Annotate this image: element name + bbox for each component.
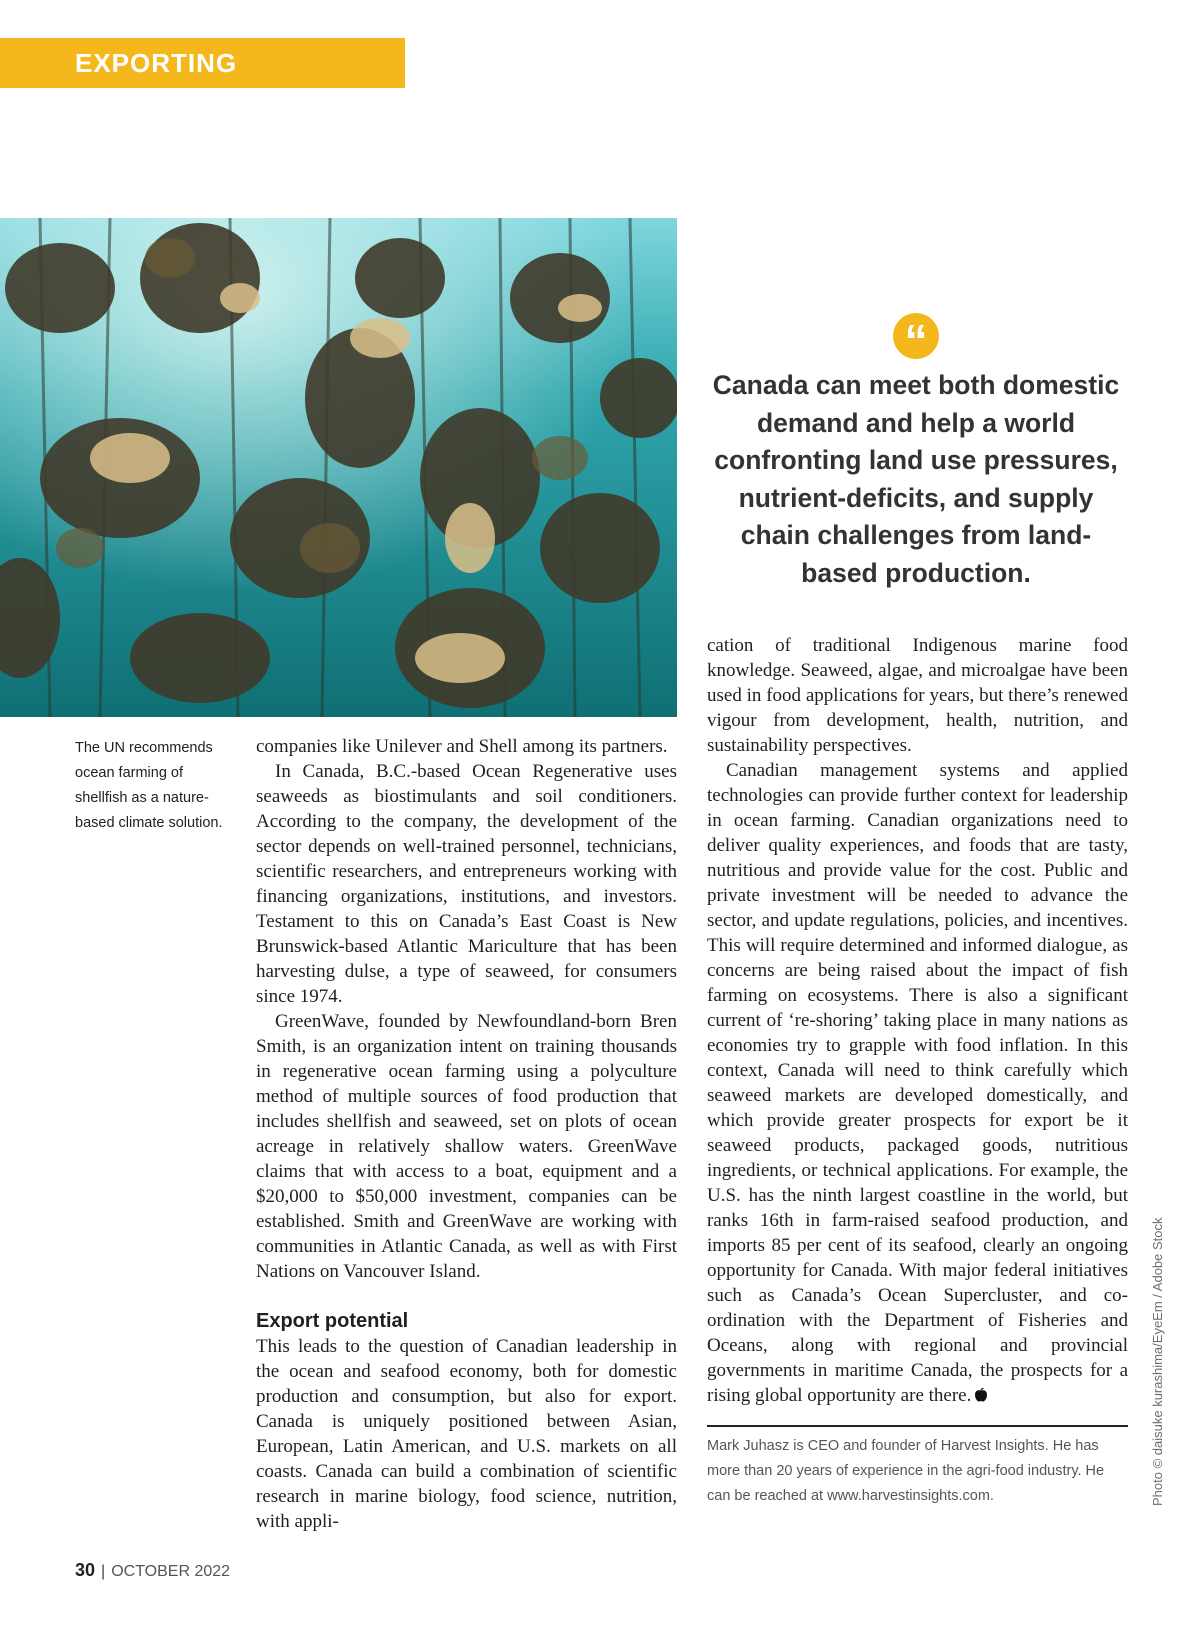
page-footer xyxy=(75,1560,230,1581)
quote-mark-icon xyxy=(893,313,939,367)
body-paragraph: GreenWave, founded by Newfoundland-born Bren Smith, is an organization intent on training thousands in regenerative ocean farming using a polyculture method of multiple sources of food production that includes shellfish and seaweed, set on plots of ocean acreage in relatively shallow waters. GreenWave claims that with access to a boat, equipment and a $20,000 to $50,000 investment, companies can be established. Smith and GreenWave are working with communities in Atlantic Canada, as well as with First Nations on Vancouver Island. xyxy=(256,1011,677,1282)
body-paragraph: companies like Unilever and Shell among its partners. xyxy=(256,736,668,757)
body-paragraph xyxy=(707,758,1128,1408)
section-tab xyxy=(0,38,405,88)
apple-icon xyxy=(974,1388,988,1402)
photo-caption: The UN recommends ocean farming of shellfish as a nature-based climate solution. xyxy=(75,740,223,831)
issue-date: OCTOBER 2022 xyxy=(111,1563,231,1580)
article-column-middle xyxy=(256,734,677,1534)
pull-quote: Canada can meet both domestic demand and help a world confronting land use pressures, nutrient-deficits, and supply chain challenges from land-based production. xyxy=(712,370,1120,588)
body-paragraph: In Canada, B.C.-based Ocean Regenerative uses seaweeds as biostimulants and soil conditioners. According to the company, the development of the sector depends on well-trained personnel, technicians, scientific researchers, and entrepreneurs working with financing organizations, institutions, and investors. Testament to this on Canada’s East Coast is New Brunswick-based Atlantic Mariculture that has been harvesting dulse, a type of seaweed, for consumers since 1974. xyxy=(256,761,677,1007)
footer-separator: | xyxy=(101,1563,106,1580)
photo-credit: Photo © daisuke kurashima/EyeEm / Adobe Stock xyxy=(1150,1217,1165,1506)
author-bio: Mark Juhasz is CEO and founder of Harvest Insights. He has more than 20 years of experience in the agri-food industry. He can be reached at www.harvestinsights.com. xyxy=(707,1438,1105,1504)
quote-mark-glyph: “ xyxy=(904,315,928,367)
article-column-right xyxy=(707,633,1128,1408)
bio-divider xyxy=(707,1425,1128,1427)
body-paragraph-text: Canadian management systems and applied technologies can provide further context for leadership in ocean farming. Canadian organizations need to deliver quality experiences, and foods that are tasty, nutritious and provide value for the cost. Public and private investment will be needed to advance the sector, and update regulations, policies, and incentives. This will require determined and informed dialogue, as concerns are being raised about the impact of fish farming on ecosystems. There is also a significant current of ‘re-shoring’ taking place in many nations as economies try to grapple with food inflation. In this context, Canada will need to think carefully which seaweed markets are developed domestically, and which provide greater prospects for export be it seaweed products, packaged goods, nutritious ingredients, or technical applications. For example, the U.S. has the ninth largest coastline in the world, but ranks 16th in farm-raised seafood production, and imports 85 per cent of its seafood, clearly an ongoing opportunity for Canada. With major federal initiatives such as Canada’s Ocean Supercluster, and co-ordination with the Department of Fisheries and Oceans, along with regional and provincial governments in maritime Canada, the prospects for a rising global opportunity are there. xyxy=(707,760,1128,1406)
body-paragraph: cation of traditional Indigenous marine food knowledge. Seaweed, algae, and microalgae have been used in food applications for years, but there’s renewed vigour from development, health, nutrition, and sustainability perspectives. xyxy=(707,635,1128,756)
ocean-farm-photo xyxy=(0,218,677,717)
body-paragraph: This leads to the question of Canadian leadership in the ocean and seafood economy, both for domestic production and consumption, but also for export. Canada is uniquely positioned between Asian, European, Latin American, and U.S. markets on all coasts. Canada can build a combination of scientific research in marine biology, food science, nutrition, with appli- xyxy=(256,1336,677,1532)
section-subhead: Export potential xyxy=(256,1310,409,1332)
section-label: EXPORTING xyxy=(75,48,238,78)
page-number: 30 xyxy=(75,1560,96,1580)
